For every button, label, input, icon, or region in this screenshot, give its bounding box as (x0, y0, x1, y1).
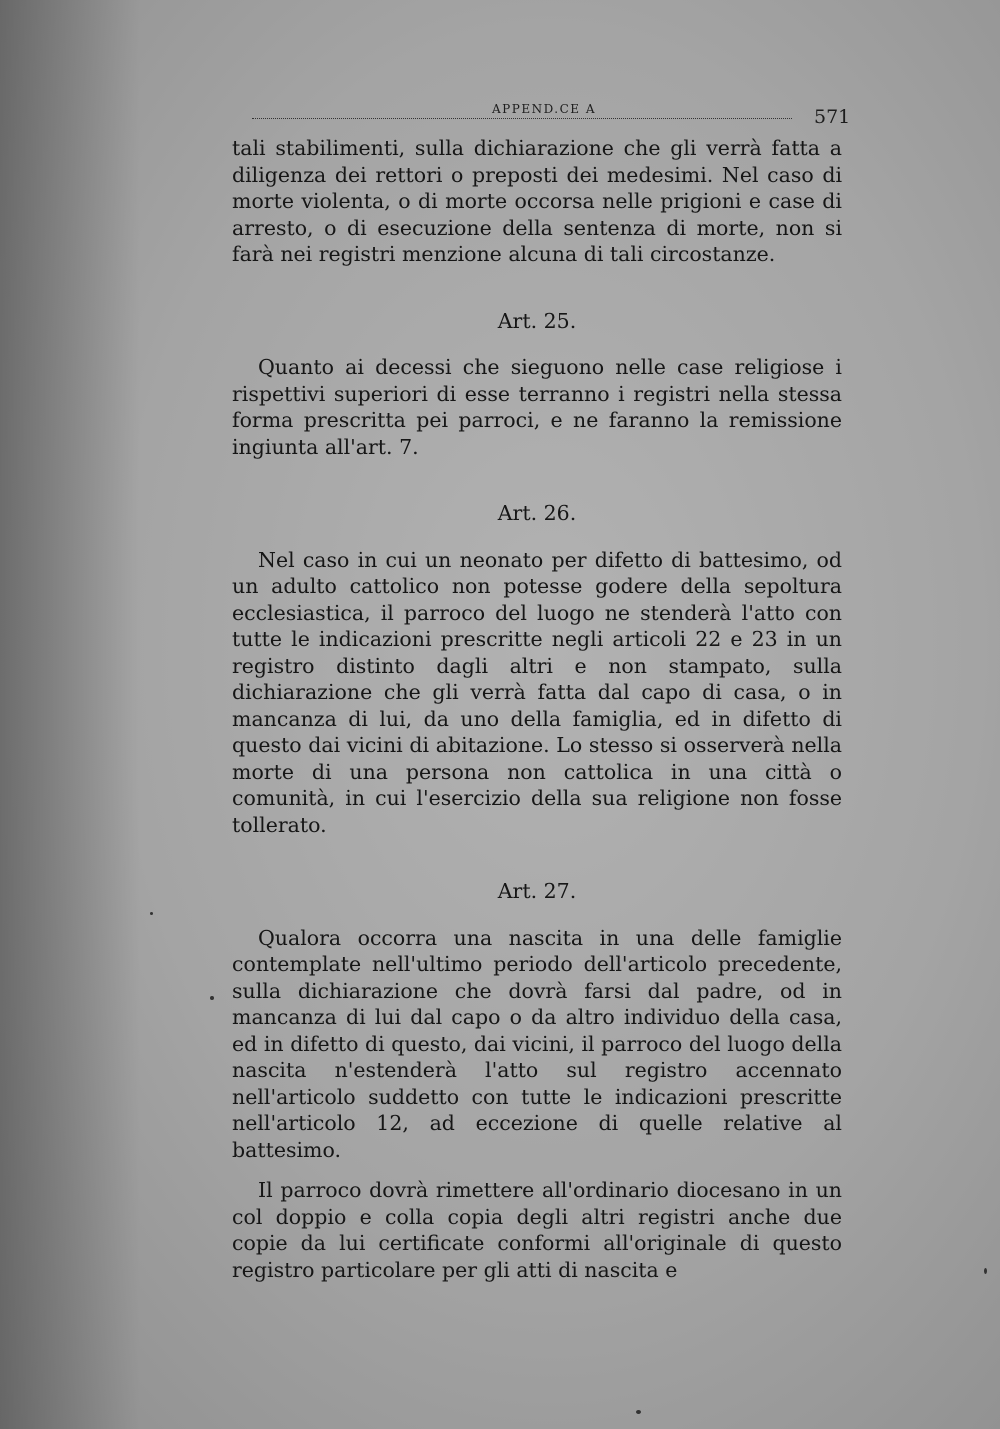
header-rule (252, 118, 792, 119)
page-number: 571 (814, 106, 851, 128)
page-body (232, 135, 842, 1283)
intro-paragraph: tali stabilimenti, sulla dichiarazione che gli verrà fatta a diligenza dei rettori o preposti dei medesimi. Nel caso di morte violenta, o di morte occorsa nelle prigioni e case di arresto, o di esecuzione della sentenza di morte, non si farà nei registri menzione alcuna di tali circostanze. (232, 136, 842, 266)
paper-speck (636, 1410, 641, 1414)
article-26-paragraph: Nel caso in cui un neonato per difetto di battesimo, od un adulto cattolico non potesse godere della sepoltura ecclesiastica, il parroco del luogo ne stenderà l'atto con tutte le indicazioni prescritte negli articoli 22 e 23 in un registro distinto dagli altri e non stampato, sulla dichiarazione che gli verrà fatta dal capo di casa, o in mancanza di lui, da uno della famiglia, ed in difetto di questo dai vicini di abitazione. Lo stesso si osserverà nella morte di una persona non cattolica in una città o comunità, in cui l'esercizio della sua religione non fosse tollerato. (232, 547, 842, 837)
article-25-paragraph: Quanto ai decessi che sieguono nelle case religiose i rispettivi superiori di esse terranno i registri nella stessa forma prescritta pei parroci, e ne faranno la remissione ingiunta all'art. 7. (232, 355, 842, 459)
article-heading-27: Art. 27. (497, 879, 577, 903)
page-gutter-shadow (0, 0, 140, 1429)
page-header (252, 100, 852, 130)
article-heading-26: Art. 26. (497, 501, 577, 525)
article-27-paragraph-1: Qualora occorra una nascita in una delle famiglie contemplate nell'ultimo periodo dell'articolo precedente, sulla dichiarazione che dovrà farsi dal padre, od in mancanza di lui dal capo o da altro individuo della casa, ed in difetto di questo, dai vicini, il parroco del luogo della nascita n'estenderà l'atto sul registro accennato nell'articolo suddetto con tutte le indicazioni prescritte nell'articolo 12, ad eccezione di quelle relative al battesimo. (232, 925, 842, 1162)
paper-speck (150, 912, 153, 915)
paper-speck (210, 996, 214, 1000)
paper-speck (984, 1268, 987, 1274)
running-title: APPEND.CE A (492, 102, 597, 116)
article-heading-25: Art. 25. (497, 308, 577, 333)
article-27-paragraph-2: Il parroco dovrà rimettere all'ordinario diocesano in un col doppio e colla copia degli altri registri anche due copie da lui certificate conformi all'originale di questo registro particolare per gli atti di nascita e (232, 1178, 842, 1282)
